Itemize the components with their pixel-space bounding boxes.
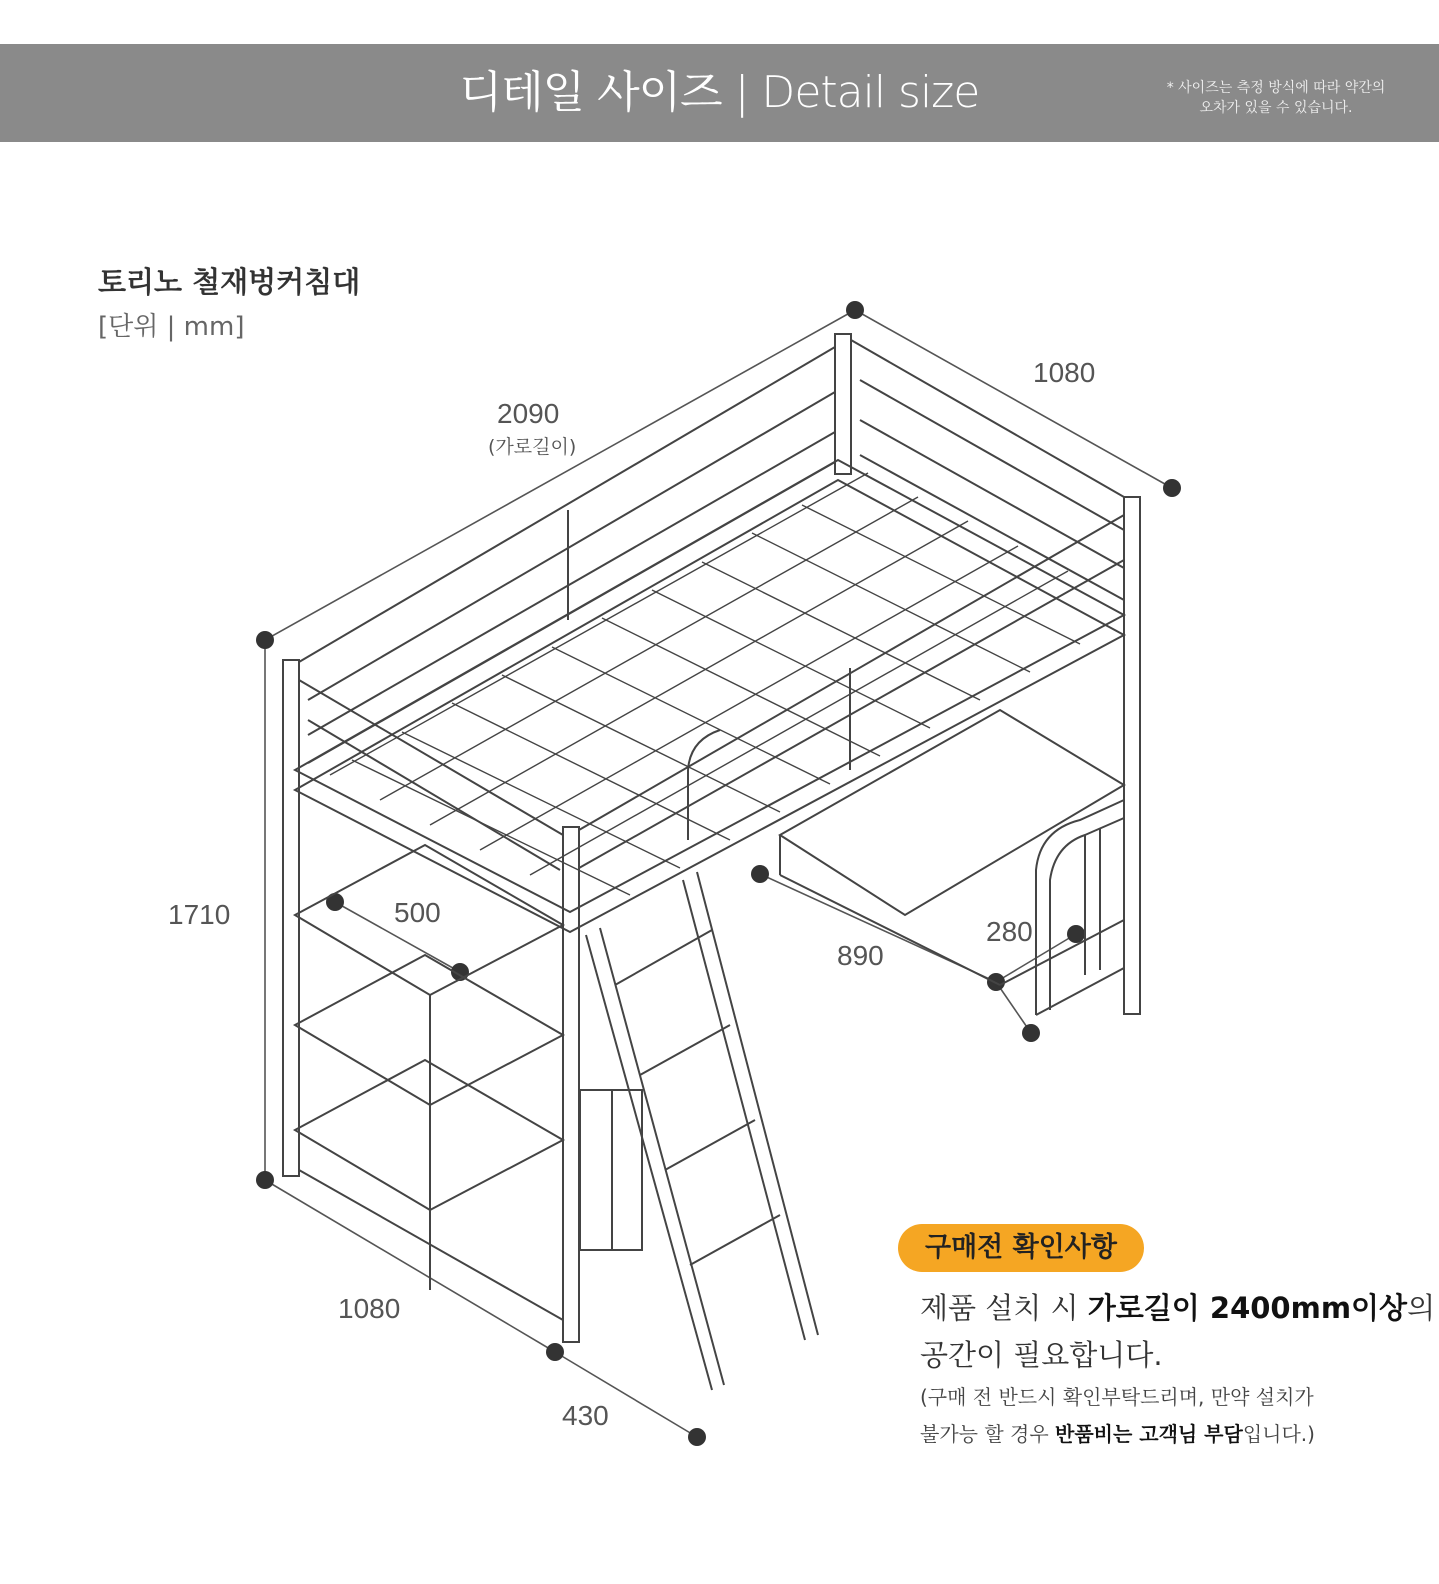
banner-note-line-1: * 사이즈는 측정 방식에 따라 약간의 (1166, 80, 1386, 96)
banner-note-line-2: 오차가 있을 수 있습니다. (1199, 100, 1353, 116)
notice-line-1-pre: 제품 설치 시 (920, 1291, 1088, 1325)
notice-small-2-pre: 불가능 할 경우 (920, 1422, 1055, 1446)
dim-depth-top: 1080 (1033, 357, 1096, 388)
notice-badge (898, 1224, 1144, 1272)
notice-line-1-post: 의 (1407, 1291, 1436, 1325)
dimension-dots (256, 301, 1181, 1446)
notice-small-2-bold: 반품비는 고객님 부담 (1055, 1422, 1243, 1446)
dim-desk-length: 890 (837, 940, 884, 971)
dim-ladder-depth: 430 (562, 1400, 609, 1431)
dim-length-caption: (가로길이) (488, 436, 577, 458)
notice-small-2 (920, 1418, 1315, 1447)
notice-badge-label: 구매전 확인사항 (925, 1232, 1117, 1263)
dim-height: 1710 (168, 899, 231, 930)
dim-shelf-width: 500 (394, 897, 441, 928)
notice-small-1: (구매 전 반드시 확인부탁드리며, 만약 설치가 (920, 1385, 1314, 1409)
notice-small-2-post: 입니다.) (1242, 1422, 1315, 1446)
dim-length: 2090 (497, 398, 560, 429)
dim-depth-bottom: 1080 (338, 1293, 401, 1324)
unit-label: [단위 | mm] (98, 312, 245, 342)
notice-line-1-bold: 가로길이 2400mm이상 (1087, 1291, 1408, 1325)
dim-desk-shelf: 280 (986, 916, 1033, 947)
banner-title: 디테일 사이즈 | Detail size (459, 67, 980, 118)
notice-line-1 (920, 1286, 1435, 1327)
notice-line-2: 공간이 필요합니다. (920, 1338, 1163, 1372)
product-name: 토리노 철재벙커침대 (98, 265, 361, 299)
